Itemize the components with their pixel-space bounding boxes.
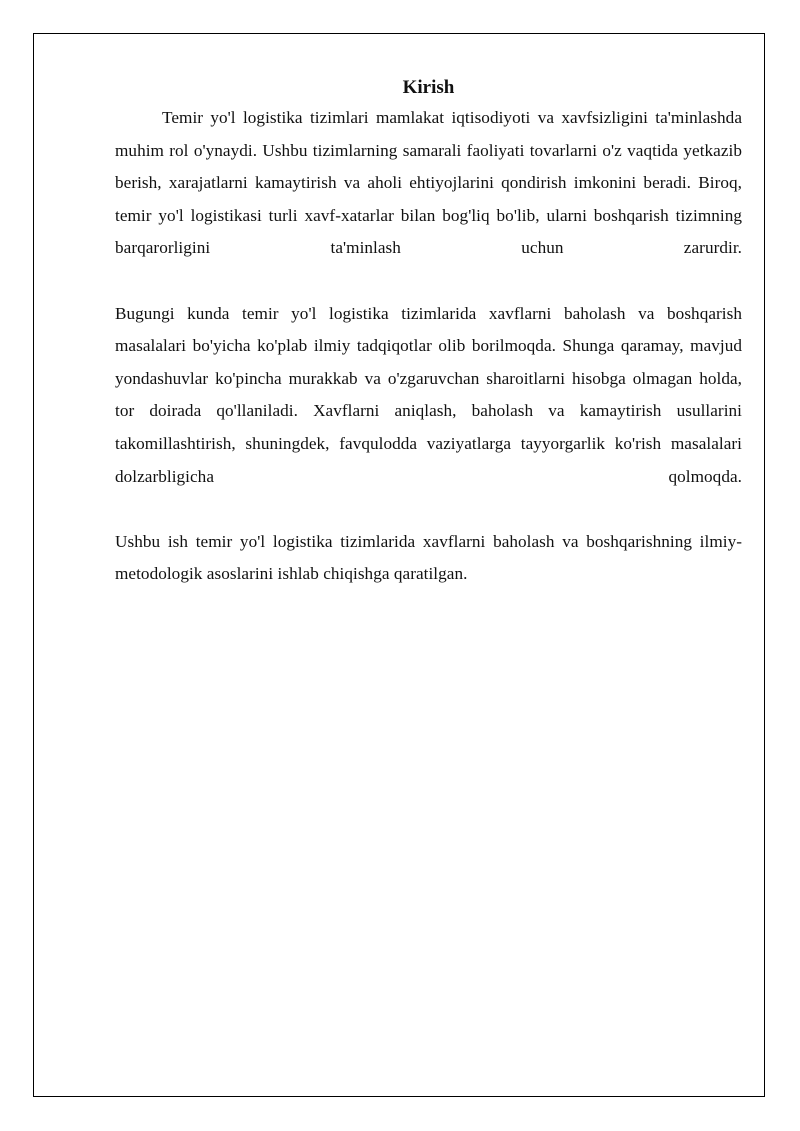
paragraph-current-state: Bugungi kunda temir yo'l logistika tizimlarida xavflarni baholash va boshqarish masalalari bo'yicha ko'plab ilmiy tadqiqotlar olib borilmoqda. Shunga qaramay, mavjud yondashuvlar ko'pincha murakkab va o'zgaruvchan sharoitlarni hisobga olmagan holda, tor doirada qo'llaniladi. Xavflarni aniqlash, baholash va kamaytirish usullarini takomillashtirish, shuningdek, favqulodda vaziyatlarga tayyorgarlik ko'rish masalalari dolzarbligicha qolmoqda.	[115, 303, 742, 486]
paragraph-spacer	[115, 265, 742, 298]
document-body	[115, 74, 742, 591]
paragraph-aim: Ushbu ish temir yo'l logistika tizimlarida xavflarni baholash va boshqarishning ilmiy-metodologik asoslarini ishlab chiqishga qaratilgan.	[115, 531, 742, 584]
paragraph-spacer	[115, 493, 742, 526]
paragraph-intro: Temir yo'l logistika tizimlari mamlakat iqtisodiyoti va xavfsizligini ta'minlashda muhim rol o'ynaydi. Ushbu tizimlarning samarali faoliyati tovarlarni o'z vaqtida yetkazib berish, xarajatlarni kamaytirish va aholi ehtiyojlarini qondirish imkonini beradi. Biroq, temir yo'l logistikasi turli xavf-xatarlar bilan bog'liq bo'lib, ularni boshqarish tizimning barqarorligini ta'minlash uchun zarurdir.	[115, 108, 742, 258]
section-title: Kirish	[402, 77, 455, 98]
